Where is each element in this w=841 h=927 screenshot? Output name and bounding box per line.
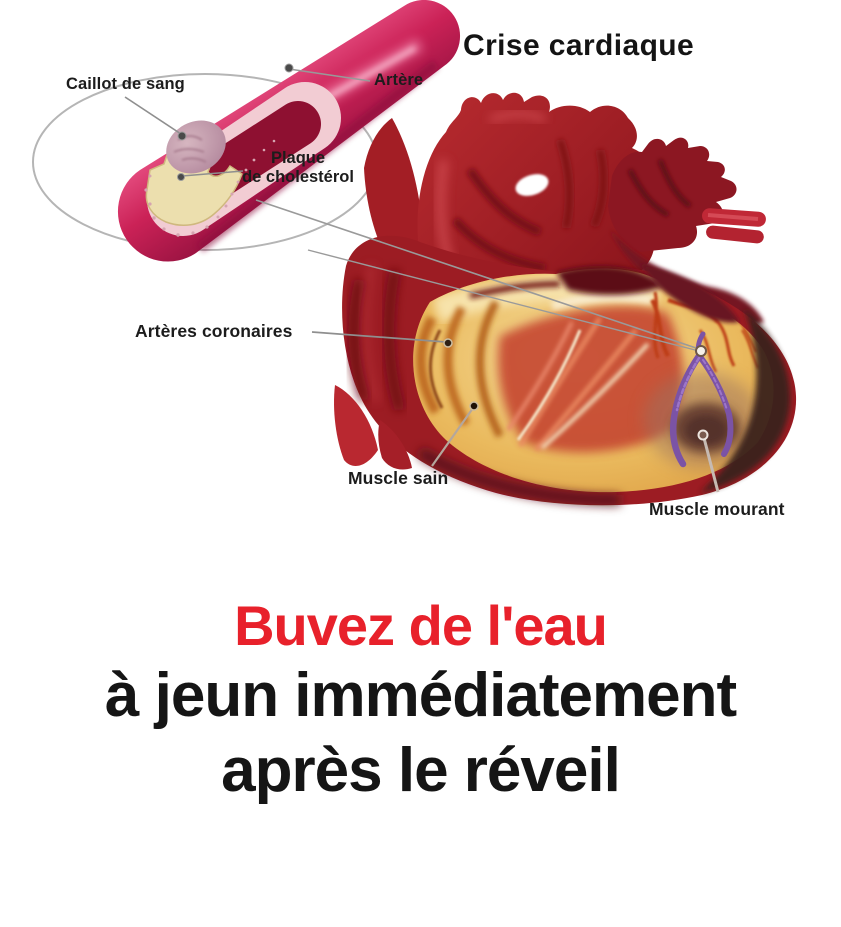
artery-dot [285,64,293,72]
plaque-label-line1: Plaque [270,149,326,167]
blood-clot-dot [178,132,186,140]
dying-muscle-label: Muscle mourant [649,499,785,519]
plaque-label-line2: de cholestérol [242,168,354,186]
blockage-dot [696,346,706,356]
coronary-dot [444,339,452,347]
headline-line1: Buvez de l'eau [234,594,607,657]
headline-line2: à jeun immédiatement [104,661,737,730]
headline [0,594,841,808]
healthy-muscle-label: Muscle sain [348,468,449,488]
artery-label: Artère [374,71,424,89]
healthy-muscle-dot [470,402,478,410]
plaque-dot [178,174,185,181]
heart-graphic [334,93,796,506]
headline-line3: après le réveil [221,736,620,805]
page-title: Crise cardiaque [463,29,695,62]
cholesterol-plaque-label [236,149,360,187]
blood-clot-label: Caillot de sang [66,75,185,93]
coronary-arteries-label: Artères coronaires [135,321,293,341]
dying-muscle-dot [699,431,708,440]
